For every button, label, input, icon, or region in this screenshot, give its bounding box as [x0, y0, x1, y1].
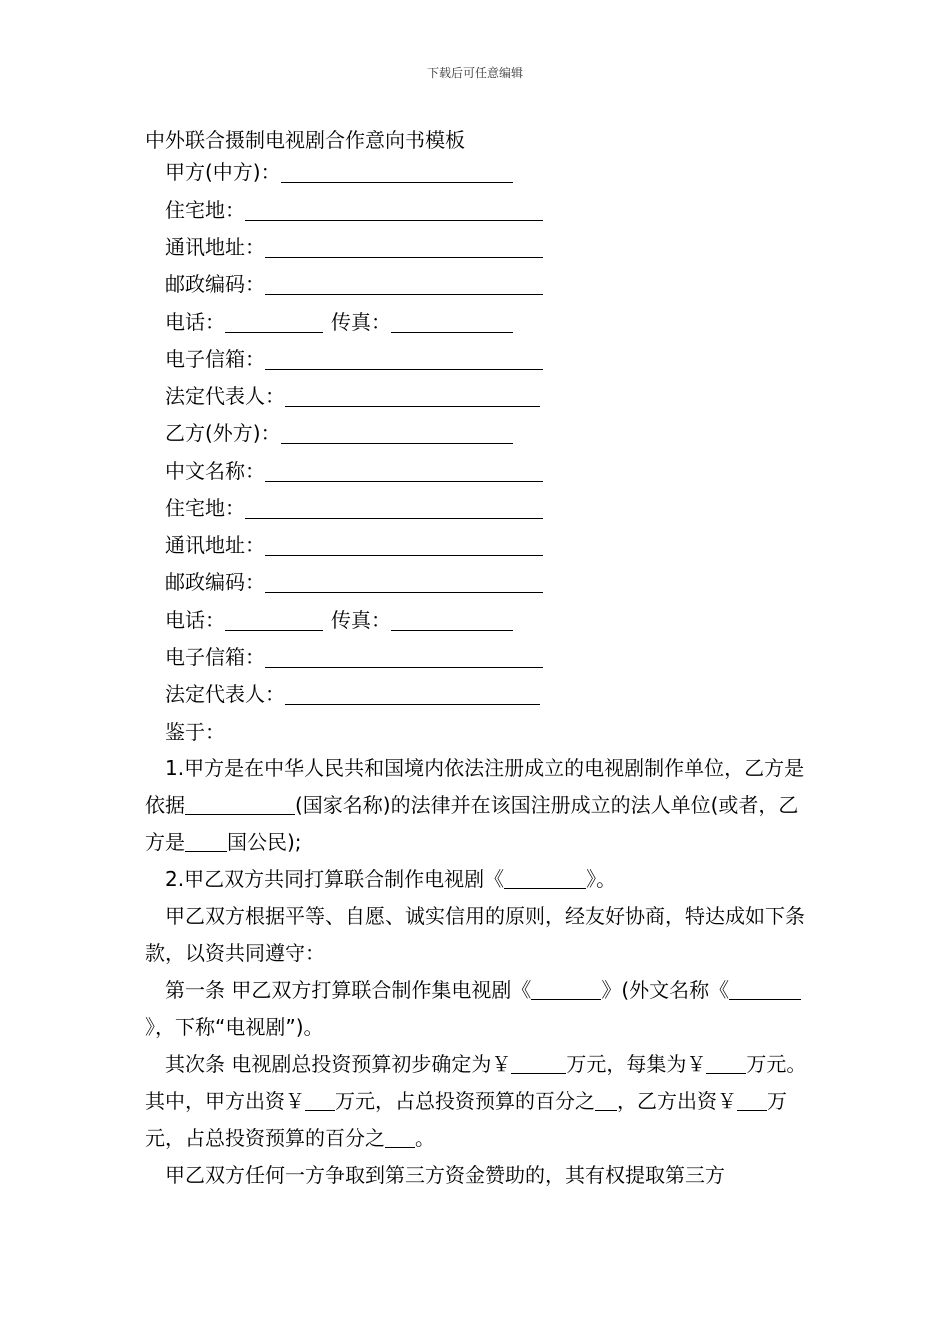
party-a-postcode-row	[165, 270, 543, 298]
party-b-legal-rep-field[interactable]	[285, 684, 540, 705]
clause-1	[145, 750, 810, 861]
clause-1-text-c: 国公民);	[227, 830, 302, 854]
party-b-investment-field[interactable]	[737, 1090, 767, 1111]
country-name-field[interactable]	[185, 794, 295, 815]
party-a-legal-rep-field[interactable]	[285, 386, 540, 407]
nationality-field[interactable]	[185, 831, 227, 852]
party-b-address-label: 通讯地址：	[165, 533, 265, 557]
party-b-email-row	[165, 643, 543, 671]
party-b-heading: 乙方(外方)：	[165, 421, 281, 445]
party-b-name-field[interactable]	[281, 423, 513, 444]
clause-1-text-a: 1.甲方是在中华人民共和国境内依法注册成立的电视剧制作单位，乙方是依据	[145, 756, 805, 817]
party-a-postcode-label: 邮政编码：	[165, 272, 265, 296]
party-b-legal-rep-row	[165, 680, 540, 708]
intro-paragraph: 甲乙双方根据平等、自愿、诚实信用的原则，经友好协商，特达成如下条款，以资共同遵守：	[145, 904, 805, 965]
party-b-residence-label: 住宅地：	[165, 496, 245, 520]
party-b-phone-field[interactable]	[225, 610, 323, 631]
article-1-text-a: 第一条 甲乙双方打算联合制作集电视剧《	[165, 978, 532, 1002]
total-budget-field[interactable]	[511, 1053, 566, 1074]
party-a-residence-row	[165, 196, 543, 224]
party-a-fax-field[interactable]	[391, 312, 513, 333]
clause-2-text-a: 2.甲乙双方共同打算联合制作电视剧《	[165, 867, 505, 891]
party-a-address-field[interactable]	[265, 237, 543, 258]
article-2-text-g: 。	[415, 1126, 435, 1150]
article-1	[145, 972, 810, 1046]
party-b-postcode-row	[165, 568, 543, 596]
party-b-legal-rep-label: 法定代表人：	[165, 682, 285, 706]
clause-1-text-b: (国家名称)的法律并在该国注册成立的法人单位(或者，乙方是	[145, 793, 799, 854]
party-b-postcode-label: 邮政编码：	[165, 570, 265, 594]
party-a-heading: 甲方(中方)：	[165, 160, 281, 184]
party-a-name-field[interactable]	[281, 162, 513, 183]
document-title: 中外联合摄制电视剧合作意向书模板	[145, 128, 465, 152]
party-b-email-field[interactable]	[265, 647, 543, 668]
article-2	[145, 1046, 810, 1157]
party-b-heading-row	[165, 419, 513, 447]
party-b-postcode-field[interactable]	[265, 572, 543, 593]
party-a-phone-field[interactable]	[225, 312, 323, 333]
party-b-fax-label: 传真：	[331, 608, 391, 632]
party-a-address-row	[165, 233, 543, 261]
party-a-postcode-field[interactable]	[265, 274, 543, 295]
page-header: 下载后可任意编辑	[426, 66, 523, 80]
article-1-text-b: 》(外文名称《	[601, 978, 730, 1002]
drama-title-foreign-field[interactable]	[729, 979, 801, 1000]
party-b-residence-field[interactable]	[245, 498, 543, 519]
party-a-investment-field[interactable]	[305, 1090, 335, 1111]
party-b-residence-row	[165, 494, 543, 522]
clause-2	[145, 861, 810, 898]
per-episode-budget-field[interactable]	[706, 1053, 746, 1074]
article-2-text-c: 万元。其中，甲方出资￥	[145, 1052, 807, 1113]
party-a-heading-row	[165, 158, 513, 186]
party-b-chinese-name-label: 中文名称：	[165, 459, 265, 483]
party-a-legal-rep-row	[165, 382, 540, 410]
party-a-legal-rep-label: 法定代表人：	[165, 384, 285, 408]
article-3: 甲乙双方任何一方争取到第三方资金赞助的，其有权提取第三方	[165, 1163, 725, 1187]
party-b-address-row	[165, 531, 543, 559]
article-2-text-b: 万元，每集为￥	[566, 1052, 707, 1076]
party-a-email-field[interactable]	[265, 349, 543, 370]
party-a-fax-label: 传真：	[331, 310, 391, 334]
party-b-phone-label: 电话：	[165, 608, 225, 632]
party-b-fax-field[interactable]	[391, 610, 513, 631]
party-a-percent-field[interactable]	[595, 1090, 617, 1111]
party-a-phone-label: 电话：	[165, 310, 225, 334]
party-b-percent-field[interactable]	[385, 1127, 415, 1148]
whereas-heading: 鉴于：	[165, 720, 225, 744]
party-b-address-field[interactable]	[265, 535, 543, 556]
party-a-address-label: 通讯地址：	[165, 235, 265, 259]
drama-title-field[interactable]	[504, 868, 586, 889]
party-b-chinese-name-field[interactable]	[265, 461, 543, 482]
article-1-text-c: 》，下称“电视剧”)。	[145, 1015, 324, 1039]
party-a-residence-field[interactable]	[245, 200, 543, 221]
party-a-email-row	[165, 345, 543, 373]
article-2-text-f: 万元，占总投资预算的百分之	[145, 1089, 787, 1150]
party-b-phone-row	[165, 606, 513, 634]
party-b-email-label: 电子信箱：	[165, 645, 265, 669]
party-b-chinese-name-row	[165, 457, 543, 485]
clause-2-text-b: 》。	[586, 867, 617, 891]
article-2-text-a: 其次条 电视剧总投资预算初步确定为￥	[165, 1052, 512, 1076]
drama-title-cn-field[interactable]	[531, 979, 601, 1000]
article-2-text-e: ，乙方出资￥	[617, 1089, 737, 1113]
party-a-residence-label: 住宅地：	[165, 198, 245, 222]
party-a-email-label: 电子信箱：	[165, 347, 265, 371]
article-2-text-d: 万元，占总投资预算的百分之	[335, 1089, 595, 1113]
party-a-phone-row	[165, 308, 513, 336]
